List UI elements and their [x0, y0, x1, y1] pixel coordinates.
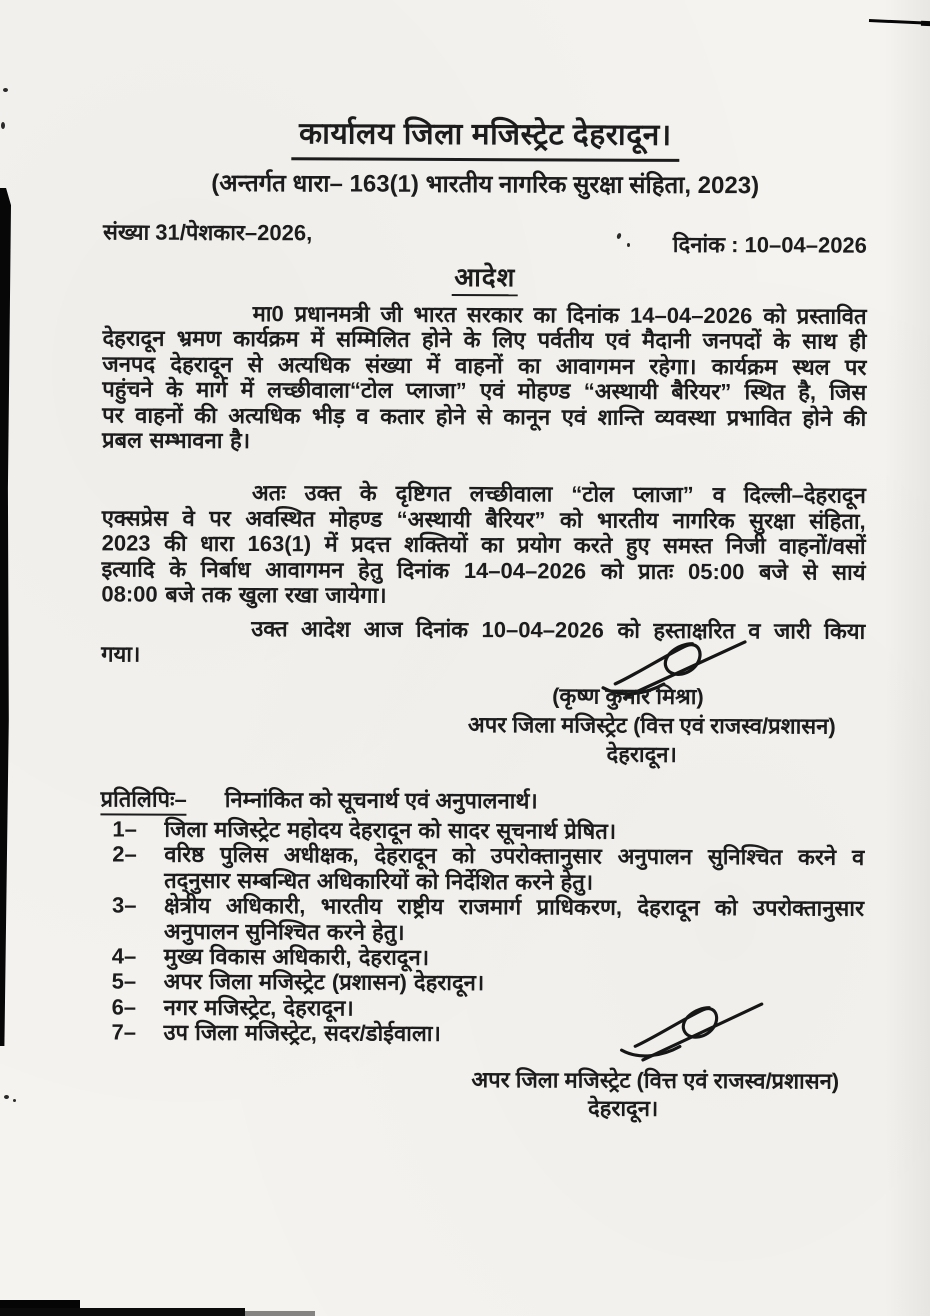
letter-date: दिनांक : 10–04–2026: [672, 231, 867, 258]
copy-item-line: जिला मजिस्ट्रेट महोदय देहरादून को सादर सूचनार्थ प्रेषित।: [164, 816, 617, 844]
office-title: कार्यालय जिला मजिस्ट्रेट देहरादून।: [291, 117, 680, 162]
order-heading-row: [103, 256, 867, 295]
copy-item-line: अनुपालन सुनिश्चित करने हेतु।: [163, 918, 405, 945]
text-run: “अस्थायी बैरियर”: [583, 378, 732, 405]
copy-item-text: [164, 893, 864, 947]
copy-item-number: 7–: [111, 1019, 137, 1045]
text-run: अतः उक्त के दृष्टिगत लच्छीवाला: [251, 480, 572, 507]
copy-item-text: [164, 817, 864, 845]
copy-list-item: [100, 969, 864, 998]
text-run: प्रबल सम्भावना है।: [102, 427, 251, 454]
copy-item-number: 5–: [111, 968, 137, 995]
signatory-place: देहरादून।: [606, 741, 677, 767]
copies-heading-row: [100, 783, 864, 816]
copy-item-line: क्षेत्रीय अधिकारी, भारतीय राष्ट्रीय राजमार्ग प्राधिकरण, देहरादून को उपरोक्तानुसार: [163, 892, 865, 921]
order-paragraph: [101, 480, 866, 610]
paragraph-line: [101, 581, 865, 610]
text-run: गया।: [101, 641, 141, 667]
office-title-row: [103, 110, 867, 154]
copy-list-item: [100, 842, 864, 896]
text-run: मा0 प्रधानमत्री जी भारत सरकार का दिनांक 14–04–2026 को प्रस्तावित: [252, 301, 867, 329]
text-run: को भारतीय नागरिक सुरक्षा संहिता,: [545, 507, 866, 534]
text-run: व दिल्ली–देहरादून: [693, 482, 866, 509]
letter-number: संख्या 31/पेशकार–2026,: [102, 219, 313, 246]
signatory-name: (कृष्ण कुमार मिश्रा): [552, 683, 704, 710]
paragraph-line: [103, 300, 867, 329]
paragraph-line: [102, 480, 866, 509]
text-run: 2023 की धारा 163(1) में प्रदत्त शक्तियों का प्रयोग करते हुए समस्त निजी वाहनों/वसों: [101, 530, 866, 560]
text-run: एवं मोहण्ड: [466, 378, 584, 404]
paragraph-line: [102, 326, 866, 355]
text-run: उक्त आदेश आज दिनांक 10–04–2026 को हस्ताक्षरित व जारी किया: [251, 616, 866, 645]
copy-item-line: उप जिला मजिस्ट्रेट, सदर/डोईवाला।: [163, 1019, 441, 1047]
closing-signature-block: [399, 1066, 869, 1124]
copy-item-number: 2–: [112, 841, 137, 867]
closing-designation: अपर जिला मजिस्ट्रेट (वित्त एवं राजस्व/प्रशासन): [471, 1067, 840, 1094]
copies-note: निम्नांकित को सूचनार्थ एवं अनुपालनार्थ।: [224, 786, 538, 814]
copy-item-number: 3–: [111, 892, 137, 918]
text-run: देहरादून भ्रमण कार्यक्रम में सम्मिलित होने के लिए पर्वतीय एवं मैदानी जनपदों के साथ ही: [102, 325, 867, 355]
text-run: “टोल प्लाजा”: [349, 377, 467, 404]
copies-heading: प्रतिलिपिः–: [100, 786, 186, 815]
copy-item-number: 4–: [111, 943, 137, 969]
copy-item-number: 1–: [112, 816, 137, 842]
paragraph-line: [102, 377, 866, 406]
text-run: “अस्थायी बैरियर”: [396, 506, 546, 533]
copy-list-item: [100, 893, 864, 947]
order-heading: आदेश: [452, 262, 517, 296]
text-run: “टोल प्लाजा”: [571, 481, 694, 508]
copy-list-item: [100, 816, 864, 845]
text-run: स्थित है, जिस: [731, 379, 867, 405]
paragraph-line: [102, 505, 866, 534]
paragraph-line: [102, 531, 866, 560]
paragraph-line: [102, 402, 866, 431]
text-run: 08:00 बजे तक खुला रखा जायेगा।: [101, 581, 387, 608]
copy-list-item: [100, 943, 864, 972]
number-date-row: [103, 216, 867, 259]
paragraph-line: [102, 427, 866, 456]
signature-scribble: [611, 996, 781, 1067]
signatory-designation: अपर जिला मजिस्ट्रेट (वित्त एवं राजस्व/प्रशासन): [467, 712, 836, 739]
text-run: पहुंचने के मार्ग में लच्छीवाला: [102, 376, 350, 403]
copy-item-text: [164, 944, 864, 972]
copy-item-line: नगर मजिस्ट्रेट, देहरादून।: [163, 994, 354, 1021]
order-paragraphs: [101, 300, 867, 670]
text-run: इत्यादि के निर्बाध आवागमन हेतु दिनांक 14–04–2026 को प्रातः 05:00 बजे से सायं: [101, 556, 866, 585]
copy-item-number: 6–: [111, 994, 137, 1020]
copy-item-text: [164, 842, 864, 896]
paragraph-line: [101, 556, 865, 585]
closing-place: देहरादून।: [587, 1095, 659, 1121]
signatory-block: [401, 681, 871, 770]
copy-item-line: वरिष्ठ पुलिस अधीक्षक, देहरादून को उपरोक्तानुसार अनुपालन सुनिश्चित करने व: [164, 842, 865, 871]
text-run: जनपद देहरादून से अत्यधिक संख्या में वाहनों का आवागमन रहेगा। कार्यक्रम स्थल पर: [102, 351, 867, 380]
copy-item-line: मुख्य विकास अधिकारी, देहरादून।: [163, 943, 430, 970]
paragraph-line: [102, 351, 866, 380]
order-paragraph: [102, 300, 867, 456]
copy-item-line: तद्नुसार सम्बन्धित अधिकारियों को निर्देशित करने हेतु।: [164, 867, 594, 895]
text-run: एक्सप्रेस वे पर अवस्थित मोहण्ड: [101, 505, 397, 532]
act-reference-line: (अन्तर्गत धारा– 163(1) भारतीय नागरिक सुरक्षा संहिता, 2023): [211, 169, 760, 200]
copy-item-line: अपर जिला मजिस्ट्रेट (प्रशासन) देहरादून।: [163, 969, 485, 996]
copy-item-text: [164, 969, 864, 997]
text-run: पर वाहनों की अत्यधिक भीड़ व कतार होने से कानून एवं शान्ति व्यवस्था प्रभावित होने की: [102, 402, 867, 431]
